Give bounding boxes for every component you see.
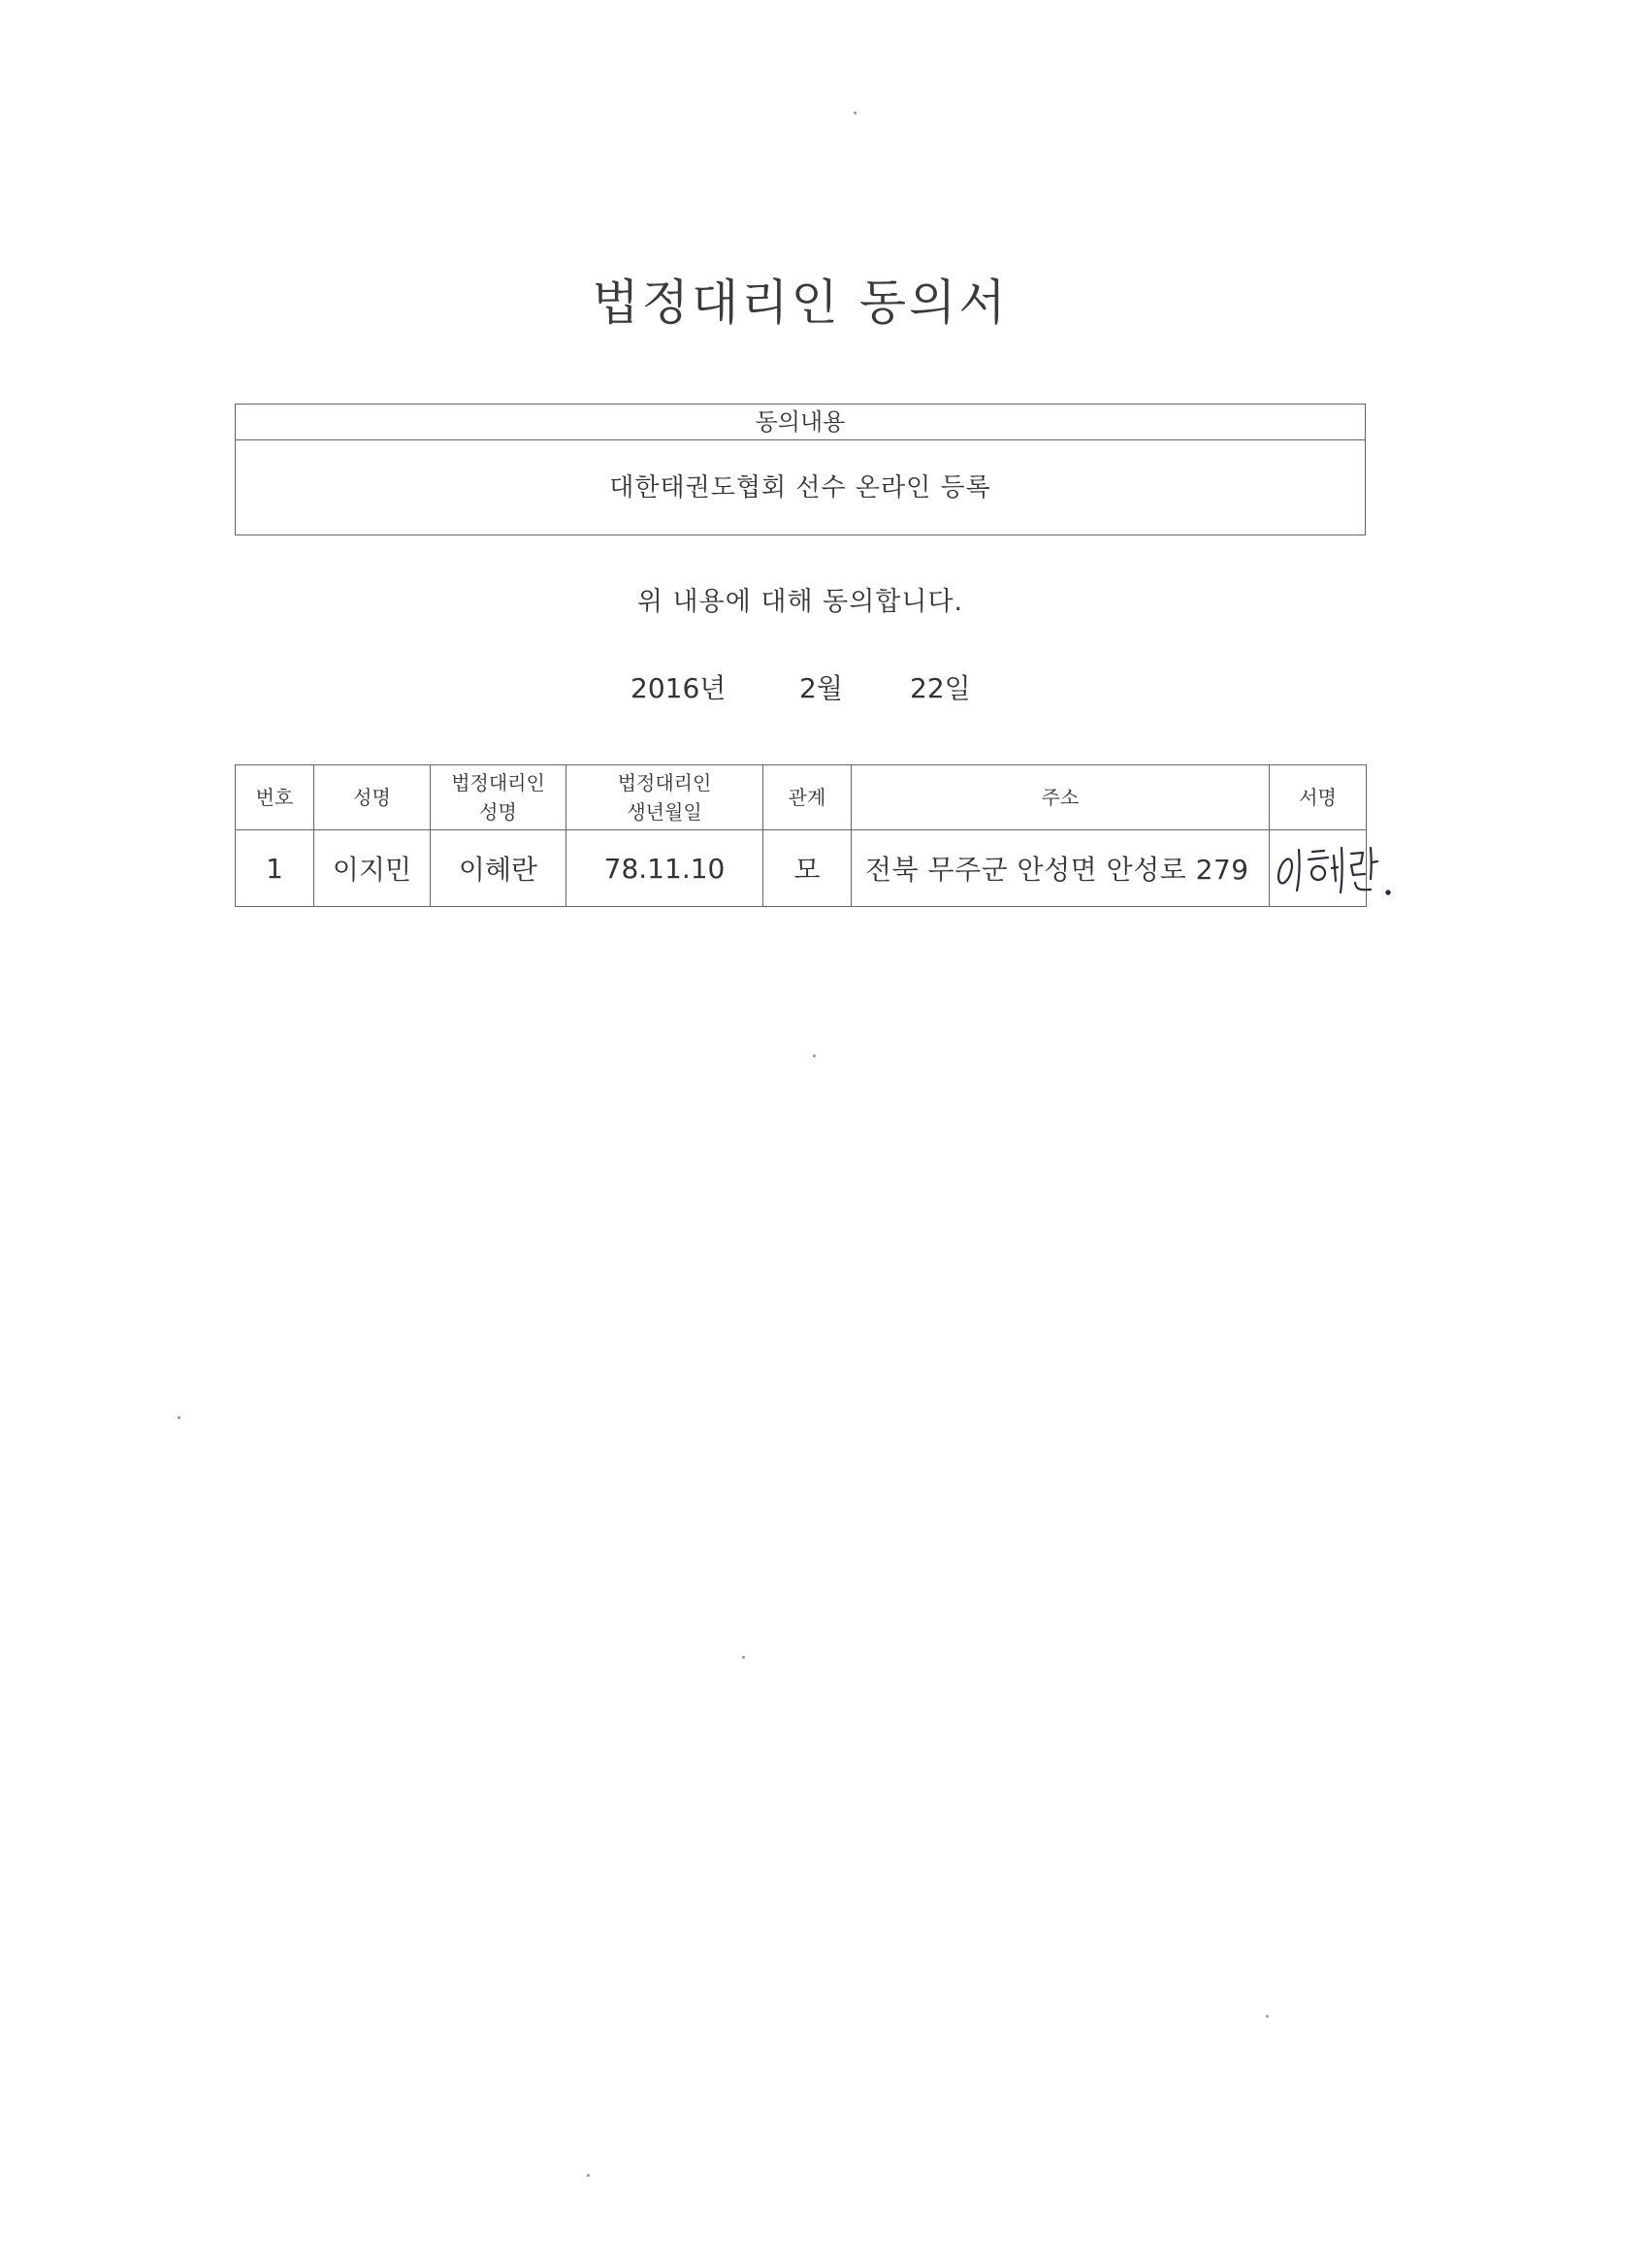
header-rep-birth bbox=[566, 765, 763, 830]
header-rep-birth-line1: 법정대리인 bbox=[617, 771, 712, 794]
scan-speck bbox=[1266, 2015, 1269, 2018]
header-signature: 서명 bbox=[1270, 765, 1367, 830]
header-name: 성명 bbox=[314, 765, 431, 830]
header-rep-name-line2: 성명 bbox=[479, 800, 517, 824]
date-day: 22일 bbox=[910, 672, 971, 704]
representative-table bbox=[235, 764, 1367, 907]
consent-box bbox=[235, 404, 1366, 535]
header-rep-name-line1: 법정대리인 bbox=[451, 771, 545, 794]
cell-signature bbox=[1270, 830, 1367, 907]
cell-rep-birth: 78.11.10 bbox=[566, 830, 763, 907]
consent-content: 대한태권도협회 선수 온라인 등록 bbox=[609, 473, 991, 502]
document-title: 법정대리인 동의서 bbox=[592, 275, 1009, 331]
scan-speck bbox=[178, 1416, 180, 1419]
handwritten-signature bbox=[1274, 836, 1400, 898]
date-year: 2016년 bbox=[630, 672, 727, 704]
table-row bbox=[236, 830, 1367, 907]
cell-relation: 모 bbox=[763, 830, 852, 907]
table-header-row bbox=[236, 765, 1367, 830]
scan-speck bbox=[742, 1656, 745, 1659]
scan-speck bbox=[854, 112, 857, 114]
header-address: 주소 bbox=[852, 765, 1270, 830]
header-number: 번호 bbox=[236, 765, 314, 830]
header-rep-name bbox=[431, 765, 566, 830]
cell-number: 1 bbox=[236, 830, 314, 907]
agreement-statement: 위 내용에 대해 동의합니다. bbox=[636, 587, 964, 617]
scan-speck bbox=[813, 1054, 816, 1057]
cell-rep-name: 이혜란 bbox=[431, 830, 566, 907]
consent-header: 동의내용 bbox=[236, 405, 1365, 440]
cell-address: 전북 무주군 안성면 안성로 279 bbox=[852, 830, 1270, 907]
header-relation: 관계 bbox=[763, 765, 852, 830]
date-month: 2월 bbox=[799, 672, 843, 704]
header-rep-birth-line2: 생년월일 bbox=[627, 800, 702, 824]
scan-speck bbox=[587, 2174, 590, 2177]
cell-name: 이지민 bbox=[314, 830, 431, 907]
